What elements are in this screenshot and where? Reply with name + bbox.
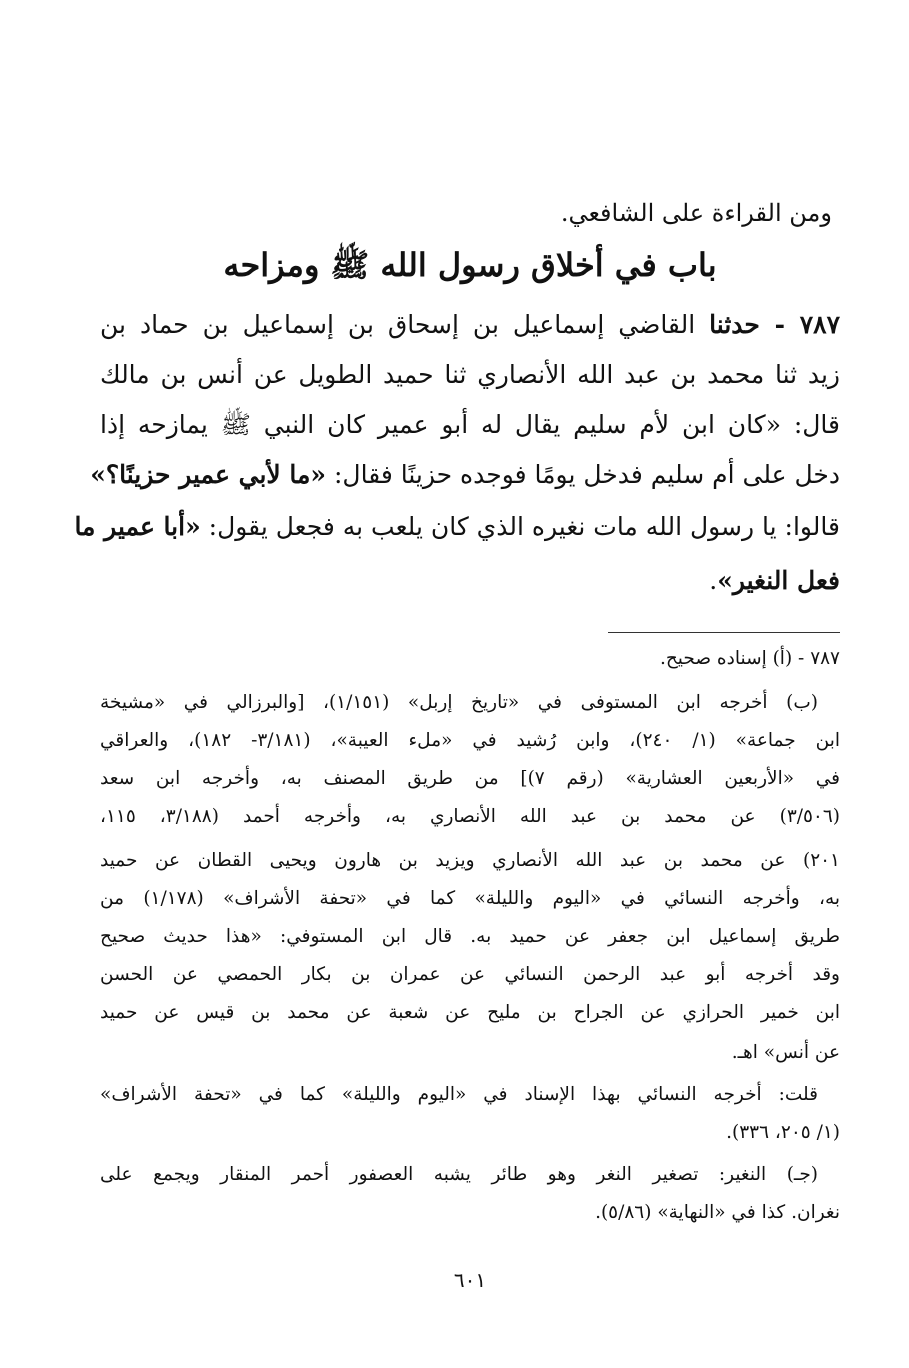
hadith-quote: «أبا عمير ما	[74, 512, 201, 541]
book-page	[74, 0, 841, 1368]
footnote-line: ٧٨٧ - (أ) إسناده صحيح.	[659, 648, 840, 669]
hadith-line-2: زيد ثنا محمد بن عبد الله الأنصاري ثنا حميد الطويل عن أنس بن مالك	[100, 360, 840, 389]
footnote-line: به، وأخرجه النسائي في «اليوم والليلة» كما في «تحفة الأشراف» (١/١٧٨) من	[100, 888, 841, 909]
footnote-line: في «الأربعين العشارية» (رقم ٧)] من طريق المصنف به، وأخرجه ابن سعد	[100, 768, 841, 789]
footnote-divider	[608, 632, 840, 633]
footnote-line: (جـ) النغير: تصغير النغر وهو طائر يشبه العصفور أحمر المنقار ويجمع على	[100, 1164, 818, 1185]
footnote-line: طريق إسماعيل ابن جعفر عن حميد به. قال ابن المستوفي: «هذا حديث صحيح	[100, 926, 840, 947]
hadith-line-4	[90, 456, 840, 494]
footnote-line: (٣/٥٠٦) عن محمد بن عبد الله الأنصاري به، وأخرجه أحمد (٣/١٨٨، ١١٥،	[100, 806, 841, 827]
hadith-line-6	[100, 562, 840, 600]
hadith-text: قالوا: يا رسول الله مات نغيره الذي كان يلعب به فجعل يقول:	[208, 512, 840, 541]
intro-line: ومن القراءة على الشافعي.	[560, 199, 832, 227]
footnote-line: وقد أخرجه أبو عبد الرحمن النسائي عن عمران بن بكار الحمصي عن الحسن	[100, 964, 840, 985]
footnote-line: ٢٠١) عن محمد بن عبد الله الأنصاري ويزيد بن هارون ويحيى القطان عن حميد	[100, 850, 840, 871]
chapter-title: باب في أخلاق رسول الله ﷺ ومزاحه	[223, 246, 717, 284]
footnote-line: عن أنس» اهـ.	[731, 1042, 840, 1063]
footnote-line: ابن جماعة» (١/ ٢٤٠)، وابن رُشيد في «ملء العيبة»، (٣/١٨١- ١٨٢)، والعراقي	[100, 730, 840, 751]
hadith-line-3: قال: «كان ابن لأم سليم يقال له أبو عمير كان النبي ﷺ يمازحه إذا	[100, 410, 840, 439]
footnote-line: نغران. كذا في «النهاية» (٥/٨٦).	[595, 1202, 840, 1223]
hadith-line-1	[100, 306, 840, 344]
hadith-end: .	[709, 566, 718, 595]
hadith-quote: فعل النغير»	[717, 566, 840, 595]
footnote-line: (ب) أخرجه ابن المستوفى في «تاريخ إربل» (١/١٥١)، [والبرزالي في «مشيخة	[100, 692, 818, 713]
hadith-text: دخل على أم سليم فدخل يومًا فوجده حزينًا فقال:	[333, 460, 840, 489]
footnote-line: ابن خمير الحرازي عن الجراح بن مليح عن شعبة عن محمد بن قيس عن حميد	[100, 1002, 840, 1023]
hadith-line-5	[74, 508, 840, 546]
hadith-number: ٧٨٧ - حدثنا	[709, 310, 841, 339]
hadith-text: القاضي إسماعيل بن إسحاق بن إسماعيل بن حماد بن	[100, 310, 696, 339]
hadith-quote: «ما لأبي عمير حزينًا؟»	[90, 460, 327, 489]
footnote-line: (١/ ٢٠٥، ٣٣٦).	[726, 1122, 840, 1143]
footnote-line: قلت: أخرجه النسائي بهذا الإسناد في «اليوم والليلة» كما في «تحفة الأشراف»	[100, 1084, 818, 1105]
page-number: ٦٠١	[453, 1268, 487, 1292]
